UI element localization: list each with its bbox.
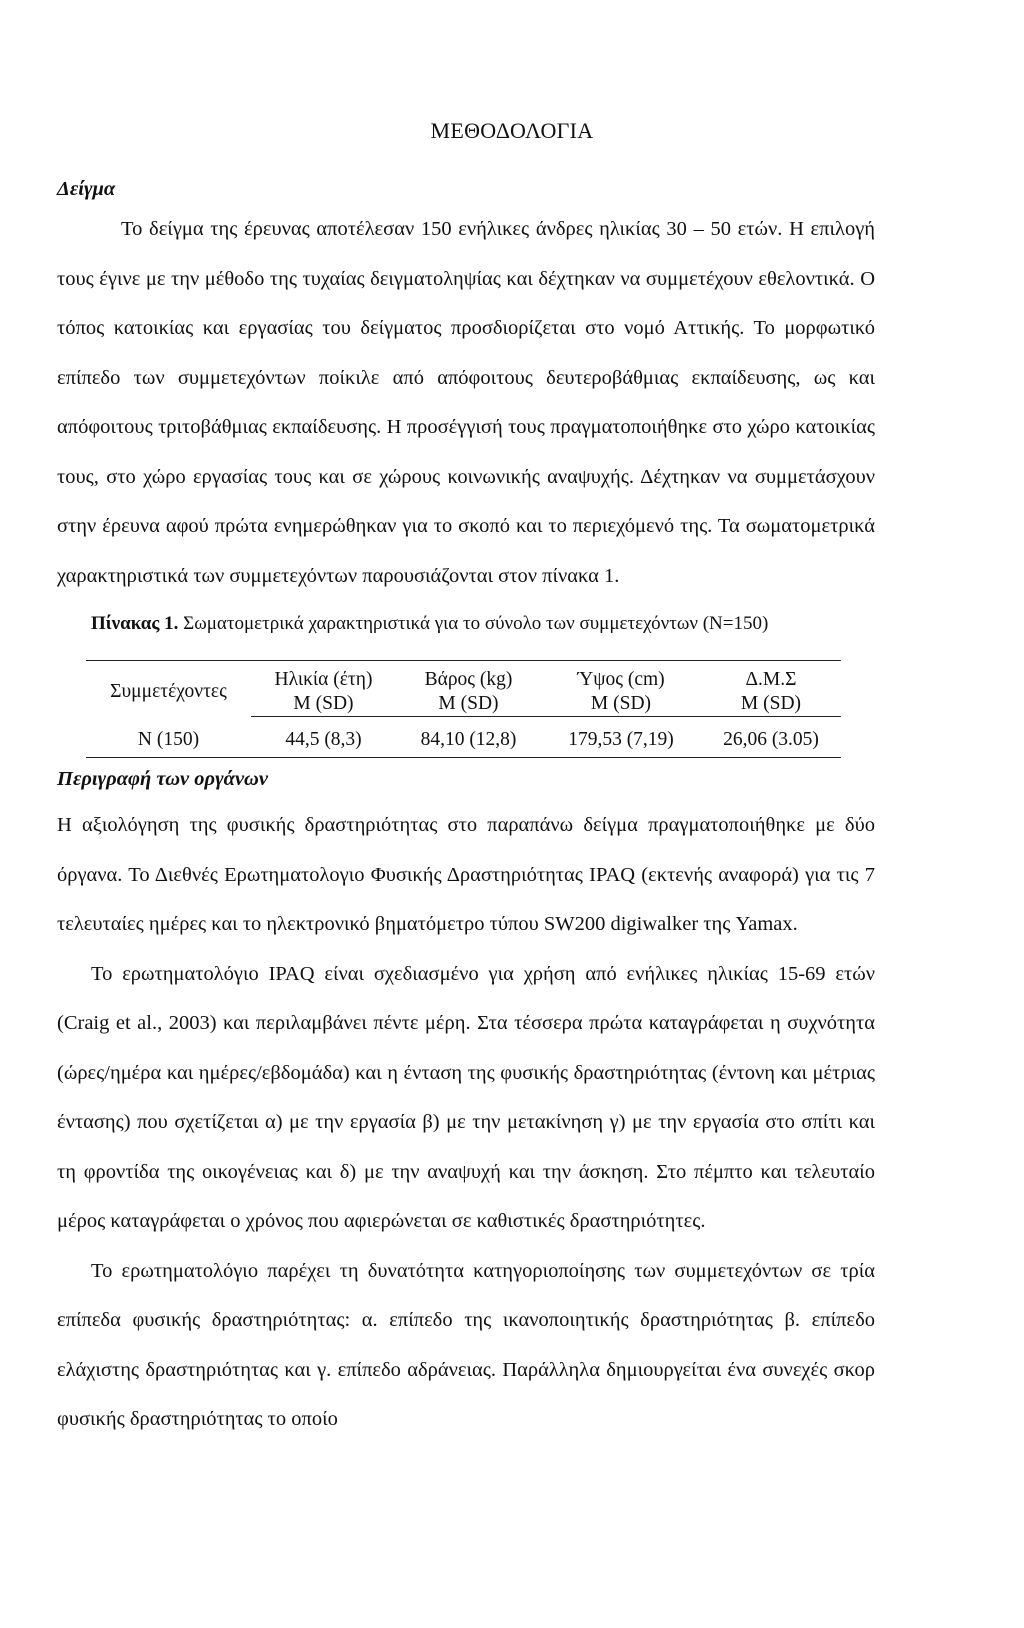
col-age-sub: Μ (SD) xyxy=(251,692,396,717)
col-height-name: Ύψος (cm) xyxy=(577,668,665,690)
anthropometric-table xyxy=(86,660,841,758)
table-col-height xyxy=(541,661,701,724)
table-cell-height: 179,53 (7,19) xyxy=(541,723,701,758)
instruments-paragraph-2: Το ερωτηματολόγιο IPAQ είναι σχεδιασμένο για χρήση από ενήλικες ηλικίας 15-69 ετών (Craig et al., 2003) και περιλαμβάνει πέντε μέρη. Στα τέσσερα πρώτα καταγράφεται η συχνότητα (ώρες/ημέρα και ημέρες/εβδομάδα) και η ένταση της φυσικής δραστηριότητας (έντονη και μέτριας έντασης) που σχετίζεται α) με την εργασία β) με την μετακίνηση γ) με την εργασία στο σπίτι και τη φροντίδα της οικογένειας και δ) με την αναψυχή και την άσκηση. Στο πέμπτο και τελευταίο μέρος καταγράφεται ο χρόνος που αφιερώνεται σε καθιστικές δραστηριότητες. xyxy=(57,962,875,1232)
col-bmi-sub: Μ (SD) xyxy=(701,692,841,717)
col-age-name: Ηλικία (έτη) xyxy=(274,668,373,690)
col-weight-sub: Μ (SD) xyxy=(396,692,541,717)
table-caption xyxy=(91,613,768,635)
table-row xyxy=(86,723,841,758)
col-weight-name: Βάρος (kg) xyxy=(424,668,513,690)
sample-heading: Δείγμα xyxy=(57,178,116,200)
table-col-age xyxy=(251,661,396,724)
table-col-bmi xyxy=(701,661,841,724)
instruments-heading: Περιγραφή των οργάνων xyxy=(57,768,268,790)
sample-paragraph: Το δείγμα της έρευνας αποτέλεσαν 150 ενήλικες άνδρες ηλικίας 30 – 50 ετών. Η επιλογή τους έγινε με την μέθοδο της τυχαίας δειγματοληψίας και δέχτηκαν να συμμετέχουν εθελοντικά. Ο τόπος κατοικίας και εργασίας του δείγματος προσδιορίζεται στο νομό Αττικής. Το μορφωτικό επίπεδο των συμμετεχόντων ποίκιλε από απόφοιτους δευτεροβάθμιας εκπαίδευσης, ως και απόφοιτους τριτοβάθμιας εκπαίδευσης. Η προσέγγισή τους πραγματοποιήθηκε στο χώρο κατοικίας τους, στο χώρο εργασίας τους και σε χώρους κοινωνικής αναψυχής. Δέχτηκαν να συμμετάσχουν στην έρευνα αφού πρώτα ενημερώθηκαν για το σκοπό και το περιεχόμενό της. Τα σωματομετρικά χαρακτηριστικά των συμμετεχόντων παρουσιάζονται στον πίνακα 1. xyxy=(57,218,875,587)
table-caption-label: Πίνακας 1. xyxy=(91,613,179,634)
col-bmi-name: Δ.Μ.Σ xyxy=(745,668,797,690)
table-header-row xyxy=(86,661,841,724)
sample-section xyxy=(57,173,875,601)
instruments-paragraph-1: Η αξιολόγηση της φυσικής δραστηριότητας στο παραπάνω δείγμα πραγματοποιήθηκε με δύο όργανα. Το Διεθνές Ερωτηματολογιο Φυσικής Δραστηριότητας IPAQ (εκτενής αναφορά) για τις 7 τελευταίες ημέρες και το ηλεκτρονικό βηματόμετρο τύπου SW200 digiwalker της Yamax. xyxy=(57,814,875,935)
instruments-section xyxy=(57,757,875,1445)
table-caption-text: Σωματομετρικά χαρακτηριστικά για το σύνολο των συμμετεχόντων (N=150) xyxy=(178,613,769,634)
table-cell-weight: 84,10 (12,8) xyxy=(396,723,541,758)
table-cell-bmi: 26,06 (3.05) xyxy=(701,723,841,758)
col-height-sub: Μ (SD) xyxy=(541,692,701,717)
instruments-paragraph-3: Το ερωτηματολόγιο παρέχει τη δυνατότητα κατηγοριοποίησης των συμμετεχόντων σε τρία επίπεδα φυσικής δραστηριότητας: α. επίπεδο της ικανοποιητικής δραστηριότητας β. επίπεδο ελάχιστης δραστηριότητας και γ. επίπεδο αδράνειας. Παράλληλα δημιουργείται ένα συνεχές σκορ φυσικής δραστηριότητας το οποίο xyxy=(57,1259,875,1430)
table-cell-age: 44,5 (8,3) xyxy=(251,723,396,758)
table-row-header: Συμμετέχοντες xyxy=(110,681,227,702)
page-title: ΜΕΘΟΔΟΛΟΓΙΑ xyxy=(430,118,594,143)
table-col-weight xyxy=(396,661,541,724)
table-cell-label: Ν (150) xyxy=(86,723,251,758)
